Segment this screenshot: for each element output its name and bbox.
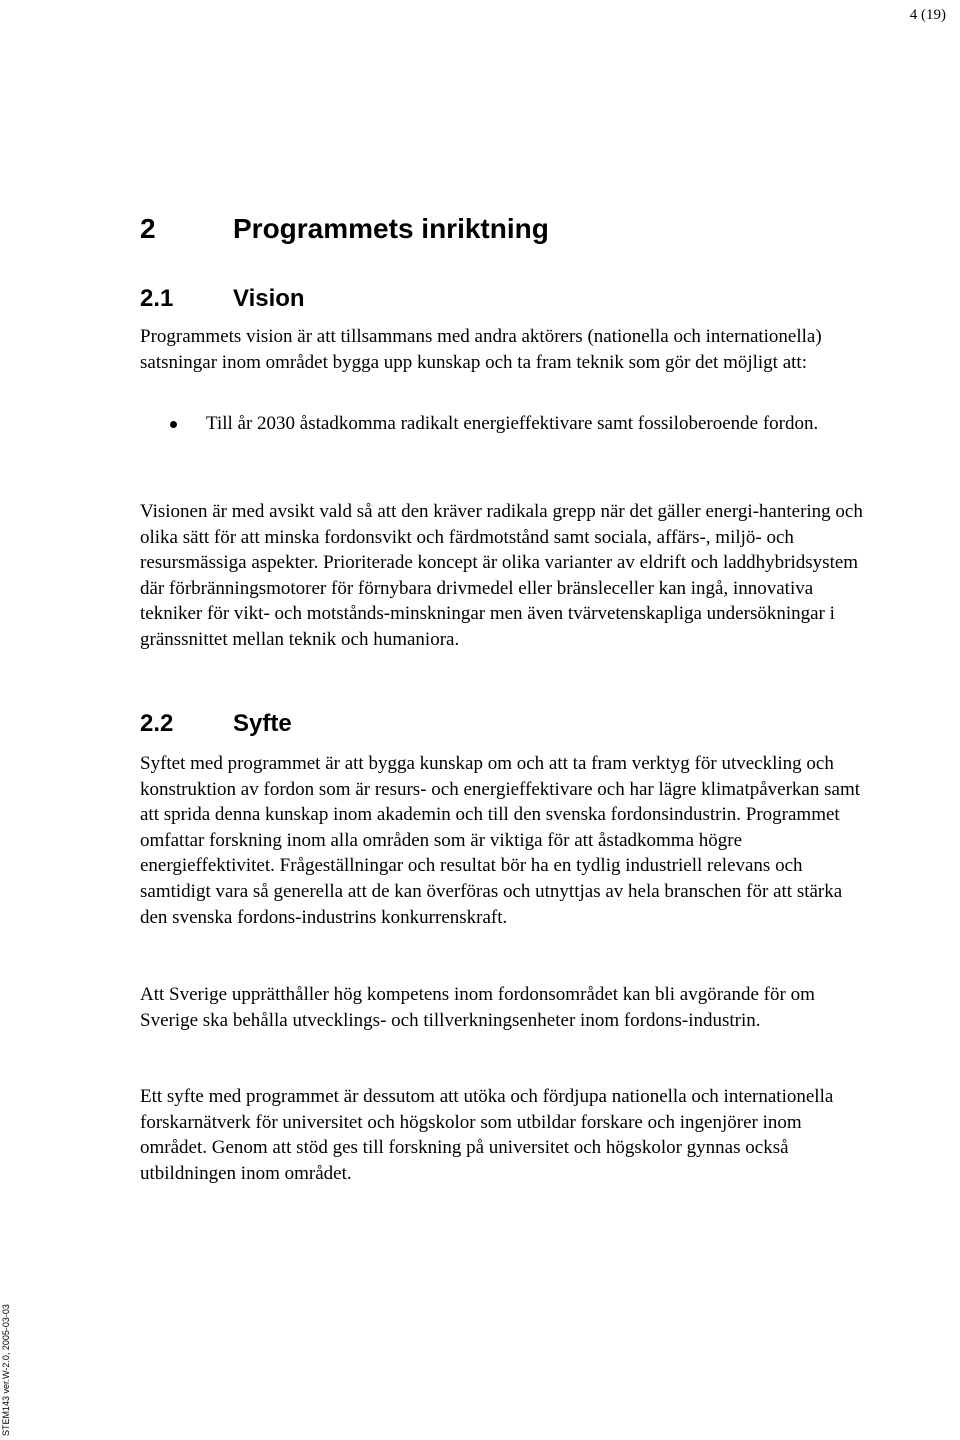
vision-bullet-text: Till år 2030 åstadkomma radikalt energieffektivare samt fossiloberoende fordon.	[206, 413, 819, 434]
vision-heading	[140, 284, 305, 314]
vision-intro: Programmets vision är att tillsammans med andra aktörers (nationella och internationella) satsningar inom området bygga upp kunskap och ta fram teknik som gör det möjligt att:	[140, 326, 822, 373]
syfte-paragraph-2: Att Sverige upprätthåller hög kompetens inom fordonsområdet kan bli avgörande för om Sverige ska behålla utvecklings- och tillverkningsenheter inom fordons-industrin.	[140, 984, 815, 1031]
syfte-paragraph-3: Ett syfte med programmet är dessutom att utöka och fördjupa nationella och internationella forskarnätverk för universitet och högskolor som utbildar forskare och ingenjörer inom området. Genom att stöd ges till forskning på universitet och högskolor gynnas också utbildningen inom området.	[140, 1086, 834, 1184]
section-heading	[140, 212, 549, 246]
page-number: 4 (19)	[909, 7, 946, 23]
vision-title: Vision	[233, 285, 305, 312]
vision-number: 2.1	[140, 285, 174, 312]
syfte-paragraph-1: Syftet med programmet är att bygga kunskap om och att ta fram verktyg för utveckling och konstruktion av fordon som är resurs- och energieffektivare och har lägre klimatpåverkan samt att sprida denna kunskap inom akademin och till den svenska fordonsindustrin. Programmet omfattar forskning inom alla områden som är viktiga för att åstadkomma högre energieffektivitet. Frågeställningar och resultat bör ha en tydlig industriell relevans och samtidigt vara så generella att de kan överföras och utnyttjas av hela branschen för att stärka den svenska fordons-industrins konkurrenskraft.	[140, 753, 860, 928]
section-title: Programmets inriktning	[233, 213, 549, 244]
vision-paragraph: Visionen är med avsikt vald så att den kräver radikala grepp när det gäller energi-hantering och olika sätt för att minska fordonsvikt och färdmotstånd samt sociala, affärs-, miljö- och resursmässiga aspekter. Prioriterade koncept är olika varianter av eldrift och laddhybridsystem där förbränningsmotorer för förnybara drivmedel eller bränsleceller kan ingå, innovativa tekniker för vikt- och motstånds-minskningar men även tvärvetenskapliga undersökningar i gränssnittet mellan teknik och humaniora.	[140, 501, 863, 650]
bullet-icon	[170, 421, 177, 428]
section-number: 2	[140, 213, 156, 244]
syfte-title: Syfte	[233, 710, 292, 737]
syfte-heading	[140, 709, 292, 739]
syfte-number: 2.2	[140, 710, 174, 737]
footer-template-id: STEM143 ver.W-2.0, 2005-03-03	[1, 1304, 11, 1436]
